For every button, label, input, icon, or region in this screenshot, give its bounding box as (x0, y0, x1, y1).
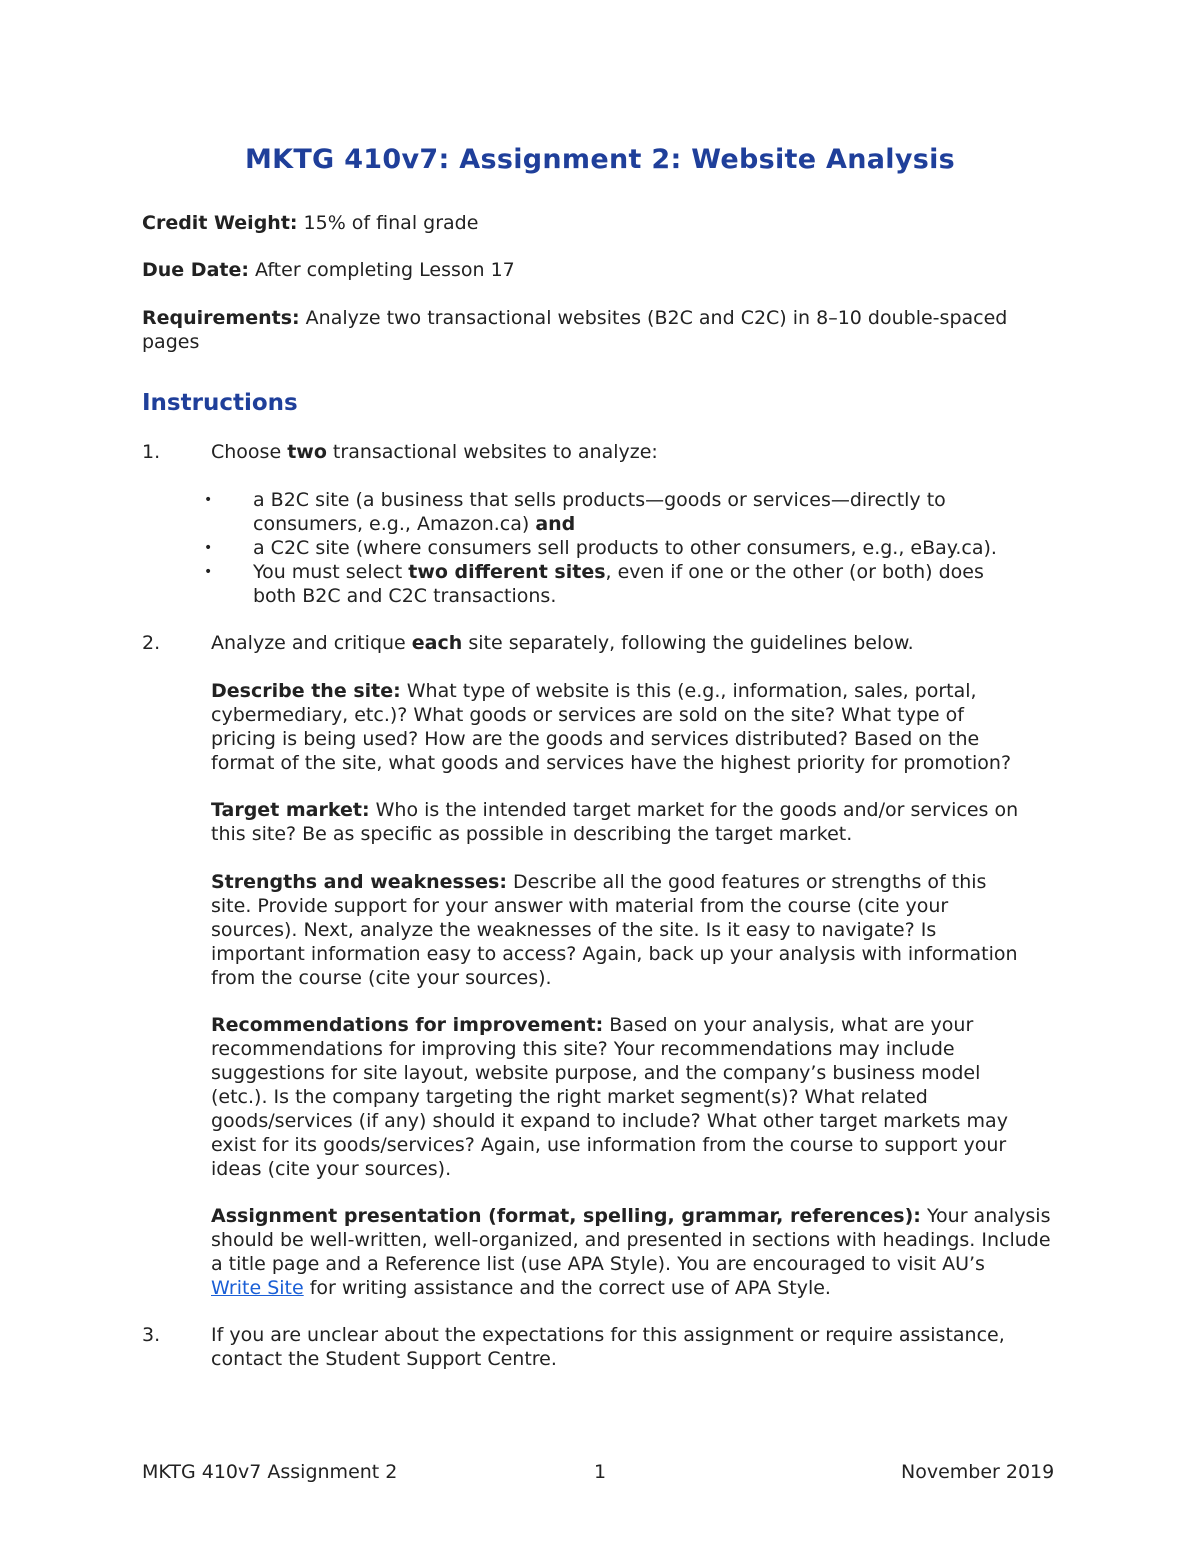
strengths-line-4: important information easy to access? Again, back up your analysis with information (211, 943, 1018, 965)
item-number-1: 1. (142, 441, 161, 463)
recommendations-line-4: (etc.). Is the company targeting the right market segment(s)? What related (211, 1086, 928, 1108)
requirements-label: Requirements: (142, 307, 300, 329)
footer-page-number: 1 (594, 1461, 607, 1483)
due-date-label: Due Date: (142, 259, 249, 281)
describe-site-line-3: pricing is being used? How are the goods and services distributed? Based on the (211, 728, 980, 750)
strengths-label: Strengths and weaknesses: (211, 871, 507, 893)
due-date-value: After completing Lesson 17 (248, 259, 515, 281)
presentation-label: Assignment presentation (format, spelling, grammar, references): (211, 1205, 921, 1227)
recommendations-line-3: suggestions for site layout, website purpose, and the company’s business model (211, 1062, 981, 1084)
presentation-line-1: Assignment presentation (format, spelling, grammar, references): Your analysis (211, 1205, 1051, 1227)
target-market-line-1: Target market: Who is the intended target market for the goods and/or services on (211, 799, 1019, 821)
credit-weight-value: 15% of final grade (297, 212, 479, 234)
item-number-2: 2. (142, 632, 161, 654)
presentation-line-2: should be well-written, well-organized, and presented in sections with headings. Include (211, 1229, 1051, 1251)
item-2-text: Analyze and critique each site separately, following the guidelines below. (211, 632, 914, 654)
credit-weight-label: Credit Weight: (142, 212, 298, 234)
bullet-icon: • (204, 540, 213, 556)
recommendations-line-5: goods/services (if any) should it expand to include? What other target markets may (211, 1110, 1008, 1132)
instructions-heading: Instructions (142, 390, 298, 416)
footer-course: MKTG 410v7 Assignment 2 (142, 1461, 398, 1483)
bullet-b2c: a B2C site (a business that sells products—goods or services—directly to (253, 489, 946, 511)
document-title: MKTG 410v7: Assignment 2: Website Analysis (244, 144, 956, 175)
presentation-line-4: Write Site for writing assistance and the correct use of APA Style. (211, 1277, 831, 1299)
strengths-line-2: site. Provide support for your answer with material from the course (cite your (211, 895, 949, 917)
bullet-b2c-line-2: consumers, e.g., Amazon.ca) and (253, 513, 576, 535)
recommendations-label: Recommendations for improvement: (211, 1014, 604, 1036)
describe-site-line-4: format of the site, what goods and services have the highest priority for promotion? (211, 752, 1012, 774)
bullet-icon: • (204, 564, 213, 580)
recommendations-line-6: exist for its goods/services? Again, use information from the course to support your (211, 1134, 1007, 1156)
requirements-line (142, 306, 1062, 330)
item-3-line-1: If you are unclear about the expectations for this assignment or require assistance, (211, 1324, 1005, 1346)
describe-site-line-1: Describe the site: What type of website is this (e.g., information, sales, portal, (211, 680, 977, 702)
describe-site-line-2: cybermediary, etc.)? What goods or services are sold on the site? What type of (211, 704, 964, 726)
recommendations-line-7: ideas (cite your sources). (211, 1158, 452, 1180)
due-date-line (142, 258, 1062, 282)
target-market-label: Target market: (211, 799, 370, 821)
write-site-link[interactable]: Write Site (211, 1277, 304, 1299)
footer-date: November 2019 (901, 1461, 1055, 1483)
item-1-text: Choose two transactional websites to analyze: (211, 441, 658, 463)
bullet-icon: • (204, 492, 213, 508)
item-number-3: 3. (142, 1324, 161, 1346)
requirements-value: Analyze two transactional websites (B2C and C2C) in 8–10 double-spaced (299, 307, 1008, 329)
bullet-c2c: a C2C site (where consumers sell products to other consumers, e.g., eBay.ca). (253, 537, 997, 559)
strengths-line-3: sources). Next, analyze the weaknesses of the site. Is it easy to navigate? Is (211, 919, 937, 941)
requirements-line-2: pages (142, 331, 200, 353)
strengths-line-5: from the course (cite your sources). (211, 967, 552, 989)
recommendations-line-1: Recommendations for improvement: Based on your analysis, what are your (211, 1014, 974, 1036)
item-3-line-2: contact the Student Support Centre. (211, 1348, 557, 1370)
recommendations-line-2: recommendations for improving this site? Your recommendations may include (211, 1038, 955, 1060)
credit-weight-line (142, 211, 1062, 235)
bullet-two-sites: You must select two different sites, even if one or the other (or both) does (253, 561, 984, 583)
bullet-two-sites-line-2: both B2C and C2C transactions. (253, 585, 557, 607)
target-market-line-2: this site? Be as specific as possible in describing the target market. (211, 823, 853, 845)
strengths-line-1: Strengths and weaknesses: Describe all the good features or strengths of this (211, 871, 987, 893)
presentation-line-3: a title page and a Reference list (use APA Style). You are encouraged to visit AU’s (211, 1253, 985, 1275)
describe-site-label: Describe the site: (211, 680, 401, 702)
